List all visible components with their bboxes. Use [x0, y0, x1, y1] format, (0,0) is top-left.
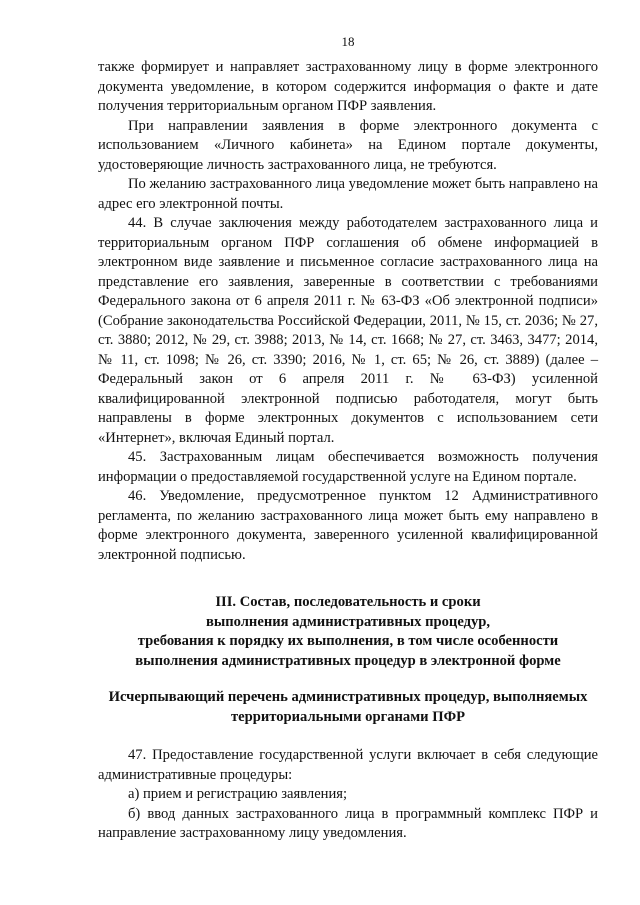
paragraph-notification-continuation: также формирует и направляет застрахованному лицу в форме электронного документа уведомление, в котором содержится информация о факте и дате получения территориальным органом ПФР заявления.	[98, 59, 598, 114]
paragraph-item-47: 47. Предоставление государственной услуги включает в себя следующие административные процедуры:	[98, 747, 598, 783]
list-item-a: а) прием и регистрацию заявления;	[128, 786, 348, 802]
list-item-b: б) ввод данных застрахованного лица в программный комплекс ПФР и направление застрахованному лицу уведомления.	[98, 805, 598, 841]
section-heading	[98, 593, 598, 671]
section-heading-line: выполнения административных процедур в электронной форме	[135, 652, 561, 669]
subsection-heading-line: Исчерпывающий перечень административных процедур, выполняемых	[108, 689, 588, 705]
paragraph-personal-account: При направлении заявления в форме электронного документа с использованием «Личного кабинета» на Едином портале документы, удостоверяющие личность застрахованного лица, не требуются.	[98, 117, 598, 173]
subsection-heading	[98, 688, 598, 727]
paragraph-item-44: 44. В случае заключения между работодателем застрахованного лица и территориальным органом ПФР соглашения об обмене информацией в электронном виде заявление и письменное согласие застрахованного лица на представление его заявления, заверенные в соответствии с требованиями Федерального закона от 6 апреля 2011 г. № 63-ФЗ «Об электронной подписи» (Собрание законодательства Российской Федерации, 2011, № 15, ст. 2036; № 27, ст. 3880; 2012, № 29, ст. 3988; 2013, № 14, ст. 1668; № 27, ст. 3463, 3477; 2014, № 11, ст. 1098; № 26, ст. 3390; 2016, № 1, ст. 65; № 26, ст. 3889) (далее – Федеральный закон от 6 апреля 2011 г. № 63-ФЗ) усиленной квалифицированной электронной подписью работодателя, могут быть направлены в форме электронных документов с использованием сети «Интернет», включая Единый портал.	[98, 215, 598, 446]
document-body	[98, 58, 598, 844]
section-heading-line: выполнения административных процедур,	[205, 613, 491, 630]
section-heading-line: III. Состав, последовательность и сроки	[215, 594, 481, 610]
page-number: 18	[341, 34, 355, 49]
paragraph-item-46: 46. Уведомление, предусмотренное пунктом 12 Административного регламента, по желанию застрахованного лица может быть ему направлено в форме электронного документа, заверенного усиленной квалифицированной электронной подписью.	[98, 488, 598, 563]
section-heading-line: требования к порядку их выполнения, в том числе особенности	[137, 633, 559, 649]
subsection-heading-line: территориальными органами ПФР	[230, 708, 466, 725]
paragraph-item-45: 45. Застрахованным лицам обеспечивается возможность получения информации о предоставляемой государственной услуге на Едином портале.	[98, 449, 598, 485]
paragraph-email-notification: По желанию застрахованного лица уведомление может быть направлено на адрес его электронной почты.	[98, 176, 598, 212]
